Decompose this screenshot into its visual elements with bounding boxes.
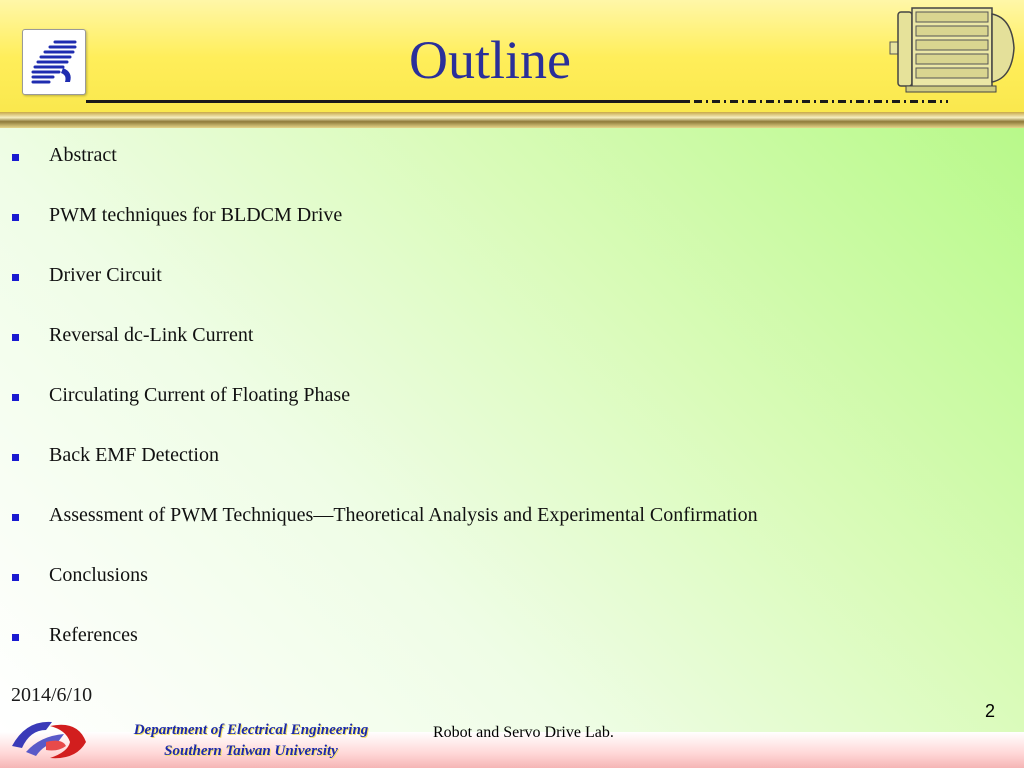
list-item: [0, 320, 1000, 380]
list-item-text: Reversal dc-Link Current: [49, 324, 254, 346]
list-item: [0, 440, 1000, 500]
department-logo-icon: [6, 712, 90, 766]
department-name: [96, 720, 406, 762]
slide-date: 2014/6/10: [11, 684, 93, 706]
square-bullet-icon: [12, 574, 19, 581]
title-underline: [86, 100, 690, 103]
list-item: [0, 260, 1000, 320]
department-line: Department of Electrical Engineering: [133, 722, 369, 738]
header-divider-band: [0, 112, 1024, 128]
square-bullet-icon: [12, 394, 19, 401]
square-bullet-icon: [12, 514, 19, 521]
list-item: [0, 500, 1000, 560]
list-item-text: Circulating Current of Floating Phase: [49, 384, 351, 406]
list-item-text: Assessment of PWM Techniques—Theoretical Analysis and Experimental Confirmation: [49, 504, 758, 526]
list-item-text: Driver Circuit: [49, 264, 162, 286]
university-line: Southern Taiwan University: [164, 743, 338, 759]
square-bullet-icon: [12, 154, 19, 161]
square-bullet-icon: [12, 634, 19, 641]
list-item-text: Abstract: [49, 144, 117, 166]
square-bullet-icon: [12, 334, 19, 341]
square-bullet-icon: [12, 274, 19, 281]
list-item-text: Conclusions: [49, 564, 148, 586]
square-bullet-icon: [12, 454, 19, 461]
page-number: 2: [985, 701, 996, 721]
title-underline-dashed: [694, 100, 948, 103]
list-item-text: PWM techniques for BLDCM Drive: [49, 204, 343, 226]
outline-list: [0, 140, 1000, 680]
lab-name: Robot and Servo Drive Lab.: [433, 724, 614, 741]
list-item-text: References: [49, 624, 138, 646]
list-item: [0, 140, 1000, 200]
motor-illustration-icon: [886, 2, 1022, 94]
list-item: [0, 620, 1000, 680]
list-item: [0, 200, 1000, 260]
list-item-text: Back EMF Detection: [49, 444, 219, 466]
square-bullet-icon: [12, 214, 19, 221]
list-item: [0, 380, 1000, 440]
slide-title: Outline: [409, 30, 571, 90]
list-item: [0, 560, 1000, 620]
